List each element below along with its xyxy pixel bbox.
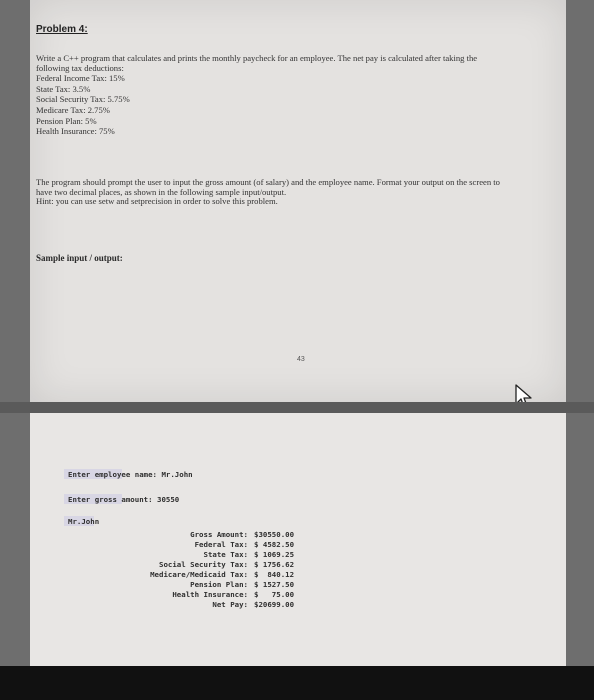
- console-row-value: $ 75.00: [254, 590, 295, 599]
- console-row-value: $ 1756.62: [254, 560, 295, 569]
- deduction-item: Pension Plan: 5%: [36, 115, 97, 126]
- deduction-item: Medicare Tax: 2.75%: [36, 104, 110, 115]
- console-output-image: [30, 413, 566, 666]
- hint-text: Hint: you can use setw and setprecision in order to solve this problem.: [36, 196, 278, 207]
- console-row-value: $ 840.12: [254, 570, 295, 579]
- deduction-item: Social Security Tax: 5.75%: [36, 94, 130, 105]
- console-row-label: Medicare/Medicaid Tax:: [150, 570, 248, 579]
- sample-heading: Sample input / output:: [36, 253, 123, 263]
- console-row-value: $20699.00: [254, 600, 295, 609]
- console-row-label: Health Insurance:: [172, 590, 248, 599]
- instructions-text: The program should prompt the user to input the gross amount (of salary) and the employee name. Format your output on the screen to have two decimal places, as shown in the following sample input/output.: [36, 177, 500, 197]
- bottom-bar: [0, 666, 594, 700]
- console-row-label: State Tax:: [203, 550, 248, 559]
- deduction-item: State Tax: 3.5%: [36, 83, 91, 94]
- deduction-item: Health Insurance: 75%: [36, 126, 115, 137]
- console-prompt-name: Enter employee name: Mr.John: [68, 470, 193, 479]
- console-row-label: Gross Amount:: [190, 530, 248, 539]
- problem-title: Problem 4:: [36, 24, 88, 35]
- console-row-label: Pension Plan:: [190, 580, 248, 589]
- page-divider: [0, 402, 594, 413]
- deduction-item: Federal Income Tax: 15%: [36, 73, 125, 84]
- console-row-label: Net Pay:: [212, 600, 248, 609]
- console-employee-name: Mr.John: [68, 517, 100, 526]
- problem-instructions: [36, 178, 506, 207]
- intro-text: Write a C++ program that calculates and prints the monthly paycheck for an employee. The net pay is calculated after taking the following tax deductions:: [36, 53, 478, 73]
- console-row-label: Social Security Tax:: [159, 560, 248, 569]
- console-row-value: $ 4582.50: [254, 540, 295, 549]
- page-number: 43: [297, 356, 305, 363]
- console-row-value: $30550.00: [254, 530, 295, 539]
- console-row-value: $ 1527.50: [254, 580, 295, 589]
- console-prompt-gross: Enter gross amount: 30550: [68, 495, 180, 504]
- console-row-value: $ 1069.25: [254, 550, 295, 559]
- deduction-list: [36, 73, 506, 137]
- textbook-page: [30, 0, 566, 402]
- problem-intro: [36, 54, 506, 137]
- console-row-label: Federal Tax:: [194, 540, 248, 549]
